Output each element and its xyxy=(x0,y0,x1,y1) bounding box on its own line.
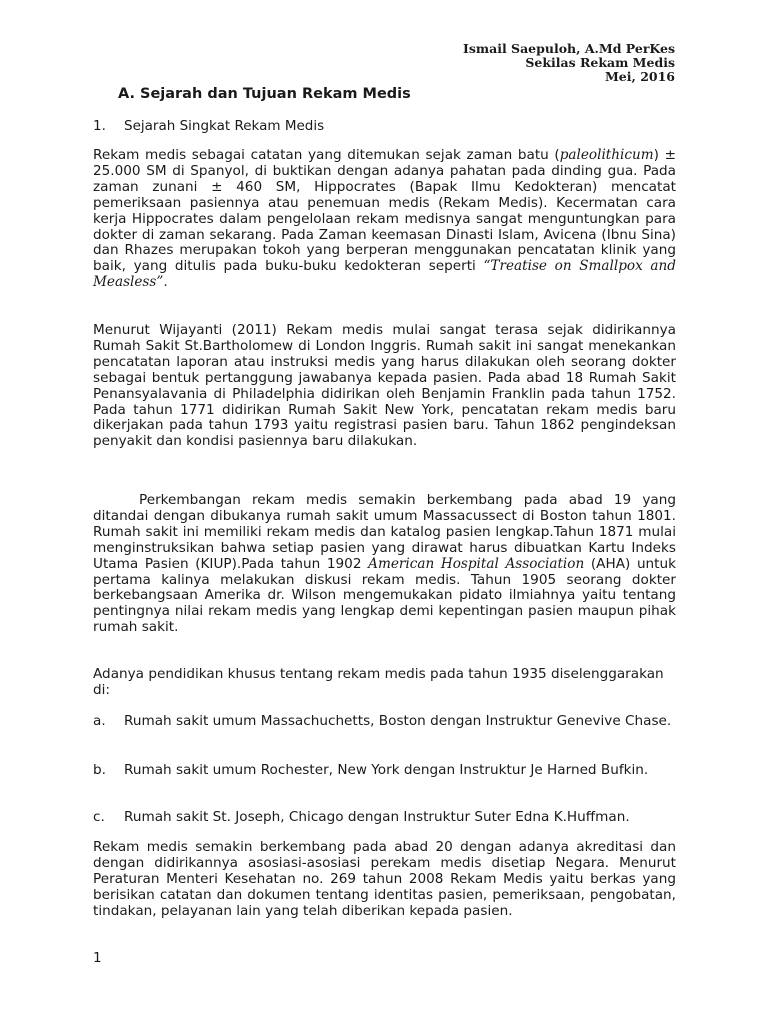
paragraph-text: Rekam medis sebagai catatan yang ditemukan sejak zaman batu ( xyxy=(93,147,560,163)
header-date: Mei, 2016 xyxy=(604,69,675,84)
paragraph-2: Menurut Wijayanti (2011) Rekam medis mulai sangat terasa sejak didirikannya Rumah Sakit St.Bartholomew di London Inggris. Rumah sakit ini sangat menekankan pencatatan laporan atau instruksi medis yang harus dilakukan oleh seorang dokter sebagai bentuk pertanggung jawabanya kepada pasien. Pada abad 18 Rumah Sakit Penansyalavania di Philadelphia didirikan oleh Benjamin Franklin pada tahun 1752. Pada tahun 1771 didirikan Rumah Sakit New York, pencatatan rekam medis baru dikerjakan pada tahun 1793 yaitu registrasi pasien baru. Tahun 1862 pengindeksan penyakit dan kondisi pasiennya baru dilakukan. xyxy=(93,322,676,450)
list-item-text: Rumah sakit umum Massachuchetts, Boston dengan Instruktur Genevive Chase. xyxy=(124,713,672,729)
paragraph-1 xyxy=(93,148,676,291)
list-marker: b. xyxy=(93,762,106,778)
page-header xyxy=(463,42,675,84)
list-item-text: Rumah sakit umum Rochester, New York dengan Instruktur Je Harned Bufkin. xyxy=(124,762,649,778)
paragraph-5: Rekam medis semakin berkembang pada abad 20 dengan adanya akreditasi dan dengan didirikannya asosiasi-asosiasi perekam medis disetiap Negara. Menurut Peraturan Menteri Kesehatan no. 269 tahun 2008 Rekam Medis yaitu berkas yang berisikan catatan dan dokumen tentang identitas pasien, pemeriksaan, pengobatan, tindakan, pelayanan lain yang telah diberikan kepada pasien. xyxy=(93,839,676,919)
list-marker: a. xyxy=(93,713,106,729)
italic-organization: American Hospital Association xyxy=(368,555,585,572)
paragraph-text: . xyxy=(163,274,168,291)
paragraph-3 xyxy=(93,493,676,636)
subsection-number: 1. xyxy=(93,118,106,134)
subsection-title: Sejarah Singkat Rekam Medis xyxy=(124,118,325,134)
italic-book-title: “Treatise on Smallpox and Measless” xyxy=(93,258,676,291)
list-item xyxy=(93,714,676,730)
list-item xyxy=(93,810,676,826)
paragraph-text: (AHA) untuk pertama kalinya melakukan diskusi rekam medis. Tahun 1905 seorang dokter berkebangsaan Amerika dr. Wilson mengemukakan pidato ilmiahnya yaitu tentang pentingnya nilai rekam medis yang lengkap demi kepentingan pasien maupun pihak rumah sakit. xyxy=(93,555,676,636)
section-number: A. xyxy=(118,86,135,102)
list-item xyxy=(93,763,676,779)
section-heading xyxy=(118,86,411,102)
section-title: Sejarah dan Tujuan Rekam Medis xyxy=(140,86,411,102)
header-author: Ismail Saepuloh, A.Md PerKes xyxy=(462,41,675,56)
list-item-text: Rumah sakit St. Joseph, Chicago dengan Instruktur Suter Edna K.Huffman. xyxy=(124,809,630,825)
paragraph-4: Adanya pendidikan khusus tentang rekam medis pada tahun 1935 diselenggarakan di: xyxy=(93,666,664,698)
paragraph-text: ) ± 25.000 SM di Spanyol, di buktikan dengan adanya pahatan pada dinding gua. Pada zaman zunani ± 460 SM, Hippocrates (Bapak Ilmu Kedokteran) mencatat pemeriksaan pasiennya atau penemuan medis (Rekam Medis). Kecermatan cara kerja Hippocrates dalam pengelolaan rekam medisnya sangat menguntungkan para dokter di zaman sekarang. Pada Zaman keemasan Dinasti Islam, Avicena (Ibnu Sina) dan Rhazes merupakan tokoh yang berperan menggunakan pencatatan klinik yang baik, yang ditulis pada buku-buku kedokteran seperti xyxy=(93,147,676,275)
header-title: Sekilas Rekam Medis xyxy=(525,55,675,70)
italic-term: paleolithicum xyxy=(559,147,654,163)
list-marker: c. xyxy=(93,809,105,825)
paragraph-text: Perkembangan rekam medis semakin berkembang pada abad 19 yang ditandai dengan dibukanya rumah sakit umum Massacussect di Boston tahun 1801. Rumah sakit ini memiliki rekam medis dan katalog pasien lengkap.Tahun 1871 mulai menginstruksikan bahwa setiap pasien yang dirawat harus dibuatkan Kartu Indeks Utama Pasien (KIUP).Pada tahun 1902 xyxy=(93,492,676,572)
subsection-heading xyxy=(93,118,324,134)
page-number: 1 xyxy=(93,950,102,966)
